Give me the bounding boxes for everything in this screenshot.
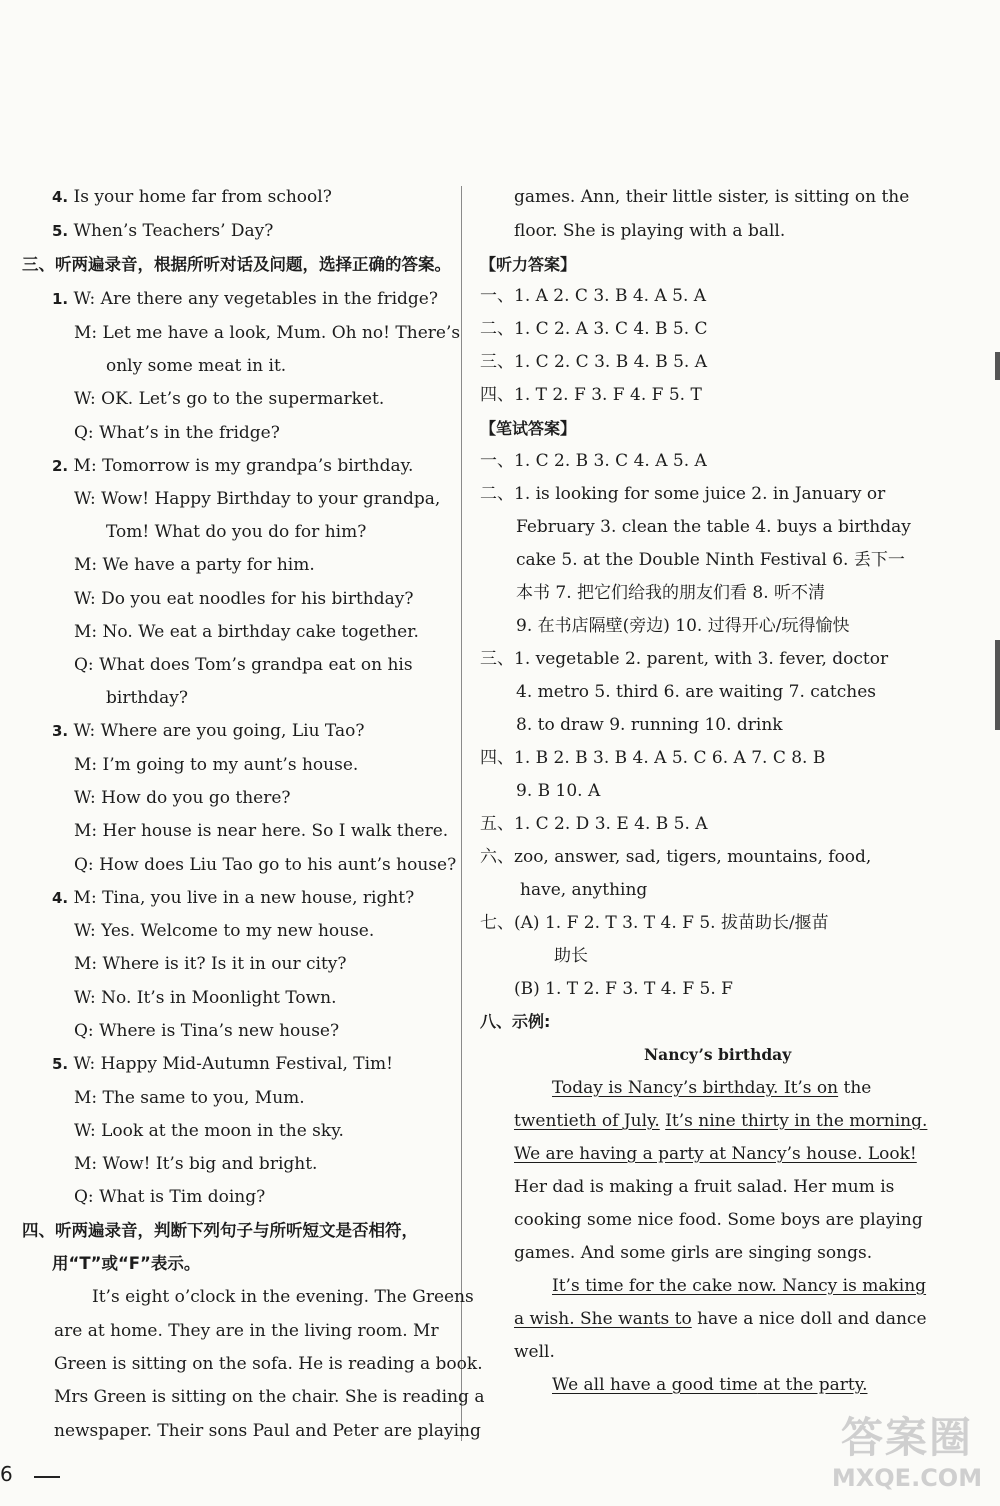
dialogue-3-line: M: I’m going to my aunt’s house. [74, 755, 359, 775]
page-edge-mark [995, 352, 1000, 380]
dialogue-1-line: Q: What’s in the fridge? [74, 423, 280, 443]
dialogue-2-line: Tom! What do you do for him? [106, 522, 367, 542]
column-divider [461, 186, 462, 1441]
sample-essay-label: 八、示例: [480, 1012, 551, 1031]
dialogue-5-line: W: Look at the moon in the sky. [74, 1121, 344, 1141]
dialogue-3-line: 3. W: Where are you going, Liu Tao? [52, 721, 365, 741]
essay-line: well. [514, 1342, 555, 1362]
written-answers-label: 【笔试答案】 [480, 419, 577, 438]
dialogue-3-line: Q: How does Liu Tao go to his aunt’s house? [74, 855, 457, 875]
listening-answer-row: 三、1. C 2. C 3. B 4. B 5. A [480, 352, 708, 372]
section-4-heading: 四、听两遍录音，判断下列句子与所听短文是否相符， [22, 1221, 418, 1240]
listening-answer-row: 二、1. C 2. A 3. C 4. B 5. C [480, 319, 708, 339]
essay-line: a wish. She wants to have a nice doll and dance [514, 1309, 927, 1329]
written-answer-row: 四、1. B 2. B 3. B 4. A 5. C 6. A 7. C 8. B [480, 748, 826, 768]
dialogue-5-line: Q: What is Tim doing? [74, 1187, 266, 1207]
passage-line: Mrs Green is sitting on the chair. She is reading a [54, 1387, 485, 1407]
dialogue-4-line: Q: Where is Tina’s new house? [74, 1021, 340, 1041]
essay-line: We are having a party at Nancy’s house. Look! [514, 1144, 917, 1164]
watermark-url: MXQE.COM [831, 1464, 983, 1492]
dialogue-5-line: M: The same to you, Mum. [74, 1088, 305, 1108]
passage-line: newspaper. Their sons Paul and Peter are playing [54, 1421, 481, 1441]
listening-answer-row: 一、1. A 2. C 3. B 4. A 5. A [480, 286, 707, 306]
dialogue-3-line: M: Her house is near here. So I walk there. [74, 821, 449, 841]
written-answer-row: 9. B 10. A [516, 781, 601, 801]
passage-line: floor. She is playing with a ball. [514, 221, 786, 241]
essay-title: Nancy’s birthday [644, 1045, 792, 1064]
written-answer-row: 一、1. C 2. B 3. C 4. A 5. A [480, 451, 707, 471]
question-4: 4. Is your home far from school? [52, 187, 332, 207]
written-answer-row: 三、1. vegetable 2. parent, with 3. fever, doctor [480, 649, 889, 669]
listening-answer-row: 四、1. T 2. F 3. F 4. F 5. T [480, 385, 702, 405]
dialogue-4-line: 4. M: Tina, you live in a new house, right? [52, 888, 415, 908]
essay-line: Today is Nancy’s birthday. It’s on the [552, 1078, 872, 1098]
dialogue-4-line: W: No. It’s in Moonlight Town. [74, 988, 337, 1008]
essay-line: twentieth of July. It’s nine thirty in the morning. [514, 1111, 928, 1131]
essay-line: cooking some nice food. Some boys are playing [514, 1210, 923, 1230]
essay-line: Her dad is making a fruit salad. Her mum is [514, 1177, 895, 1197]
dialogue-2-line: birthday? [106, 688, 188, 708]
passage-line: are at home. They are in the living room. Mr [54, 1321, 439, 1341]
dialogue-2-line: Q: What does Tom’s grandpa eat on his [74, 655, 413, 675]
dialogue-1-line: only some meat in it. [106, 356, 287, 376]
written-answer-row: have, anything [520, 880, 648, 900]
passage-line: Green is sitting on the sofa. He is reading a book. [54, 1354, 483, 1374]
dialogue-1-line: 1. W: Are there any vegetables in the fridge? [52, 289, 438, 309]
footer-dash [34, 1476, 60, 1478]
passage-line: It’s eight o’clock in the evening. The Greens [92, 1287, 474, 1307]
page-edge-mark [995, 640, 1000, 730]
essay-line: We all have a good time at the party. [552, 1375, 868, 1395]
passage-line: games. Ann, their little sister, is sitting on the [514, 187, 910, 207]
dialogue-1-line: W: OK. Let’s go to the supermarket. [74, 389, 385, 409]
written-answer-row: (B) 1. T 2. F 3. T 4. F 5. F [514, 979, 733, 999]
written-answer-row: 8. to draw 9. running 10. drink [516, 715, 783, 735]
dialogue-4-line: W: Yes. Welcome to my new house. [74, 921, 375, 941]
written-answer-row: 本书 7. 把它们给我的朋友们看 8. 听不清 [516, 583, 826, 603]
question-5: 5. When’s Teachers’ Day? [52, 221, 274, 241]
written-answer-row: cake 5. at the Double Ninth Festival 6. 丢下一 [516, 550, 905, 570]
written-answer-row: February 3. clean the table 4. buys a birthday [516, 517, 911, 537]
dialogue-2-line: M: No. We eat a birthday cake together. [74, 622, 419, 642]
written-answer-row: 助长 [554, 946, 588, 966]
written-answer-row: 9. 在书店隔壁(旁边) 10. 过得开心/玩得愉快 [516, 616, 850, 636]
watermark-logo: 答案圈 [840, 1413, 973, 1462]
listening-answers-label: 【听力答案】 [480, 255, 577, 274]
dialogue-4-line: M: Where is it? Is it in our city? [74, 954, 347, 974]
section-4-heading: 用“T”或“F”表示。 [52, 1254, 201, 1273]
essay-line: games. And some girls are singing songs. [514, 1243, 873, 1263]
essay-line: It’s time for the cake now. Nancy is making [552, 1276, 927, 1296]
written-answer-row: 二、1. is looking for some juice 2. in January or [480, 484, 886, 504]
dialogue-2-line: M: We have a party for him. [74, 555, 315, 575]
written-answer-row: 六、zoo, answer, sad, tigers, mountains, food, [480, 847, 872, 867]
dialogue-2-line: W: Wow! Happy Birthday to your grandpa, [74, 489, 441, 509]
page-number: 6 [0, 1462, 13, 1486]
dialogue-2-line: W: Do you eat noodles for his birthday? [74, 589, 414, 609]
watermark [822, 1412, 992, 1500]
dialogue-3-line: W: How do you go there? [74, 788, 291, 808]
dialogue-5-line: 5. W: Happy Mid-Autumn Festival, Tim! [52, 1054, 393, 1074]
written-answer-row: 七、(A) 1. F 2. T 3. T 4. F 5. 拔苗助长/揠苗 [480, 913, 829, 933]
dialogue-1-line: M: Let me have a look, Mum. Oh no! There’s [74, 323, 461, 343]
written-answer-row: 4. metro 5. third 6. are waiting 7. catches [516, 682, 876, 702]
written-answer-row: 五、1. C 2. D 3. E 4. B 5. A [480, 814, 708, 834]
dialogue-5-line: M: Wow! It’s big and bright. [74, 1154, 318, 1174]
dialogue-2-line: 2. M: Tomorrow is my grandpa’s birthday. [52, 456, 414, 476]
section-3-heading: 三、听两遍录音，根据所听对话及问题，选择正确的答案。 [22, 255, 451, 274]
